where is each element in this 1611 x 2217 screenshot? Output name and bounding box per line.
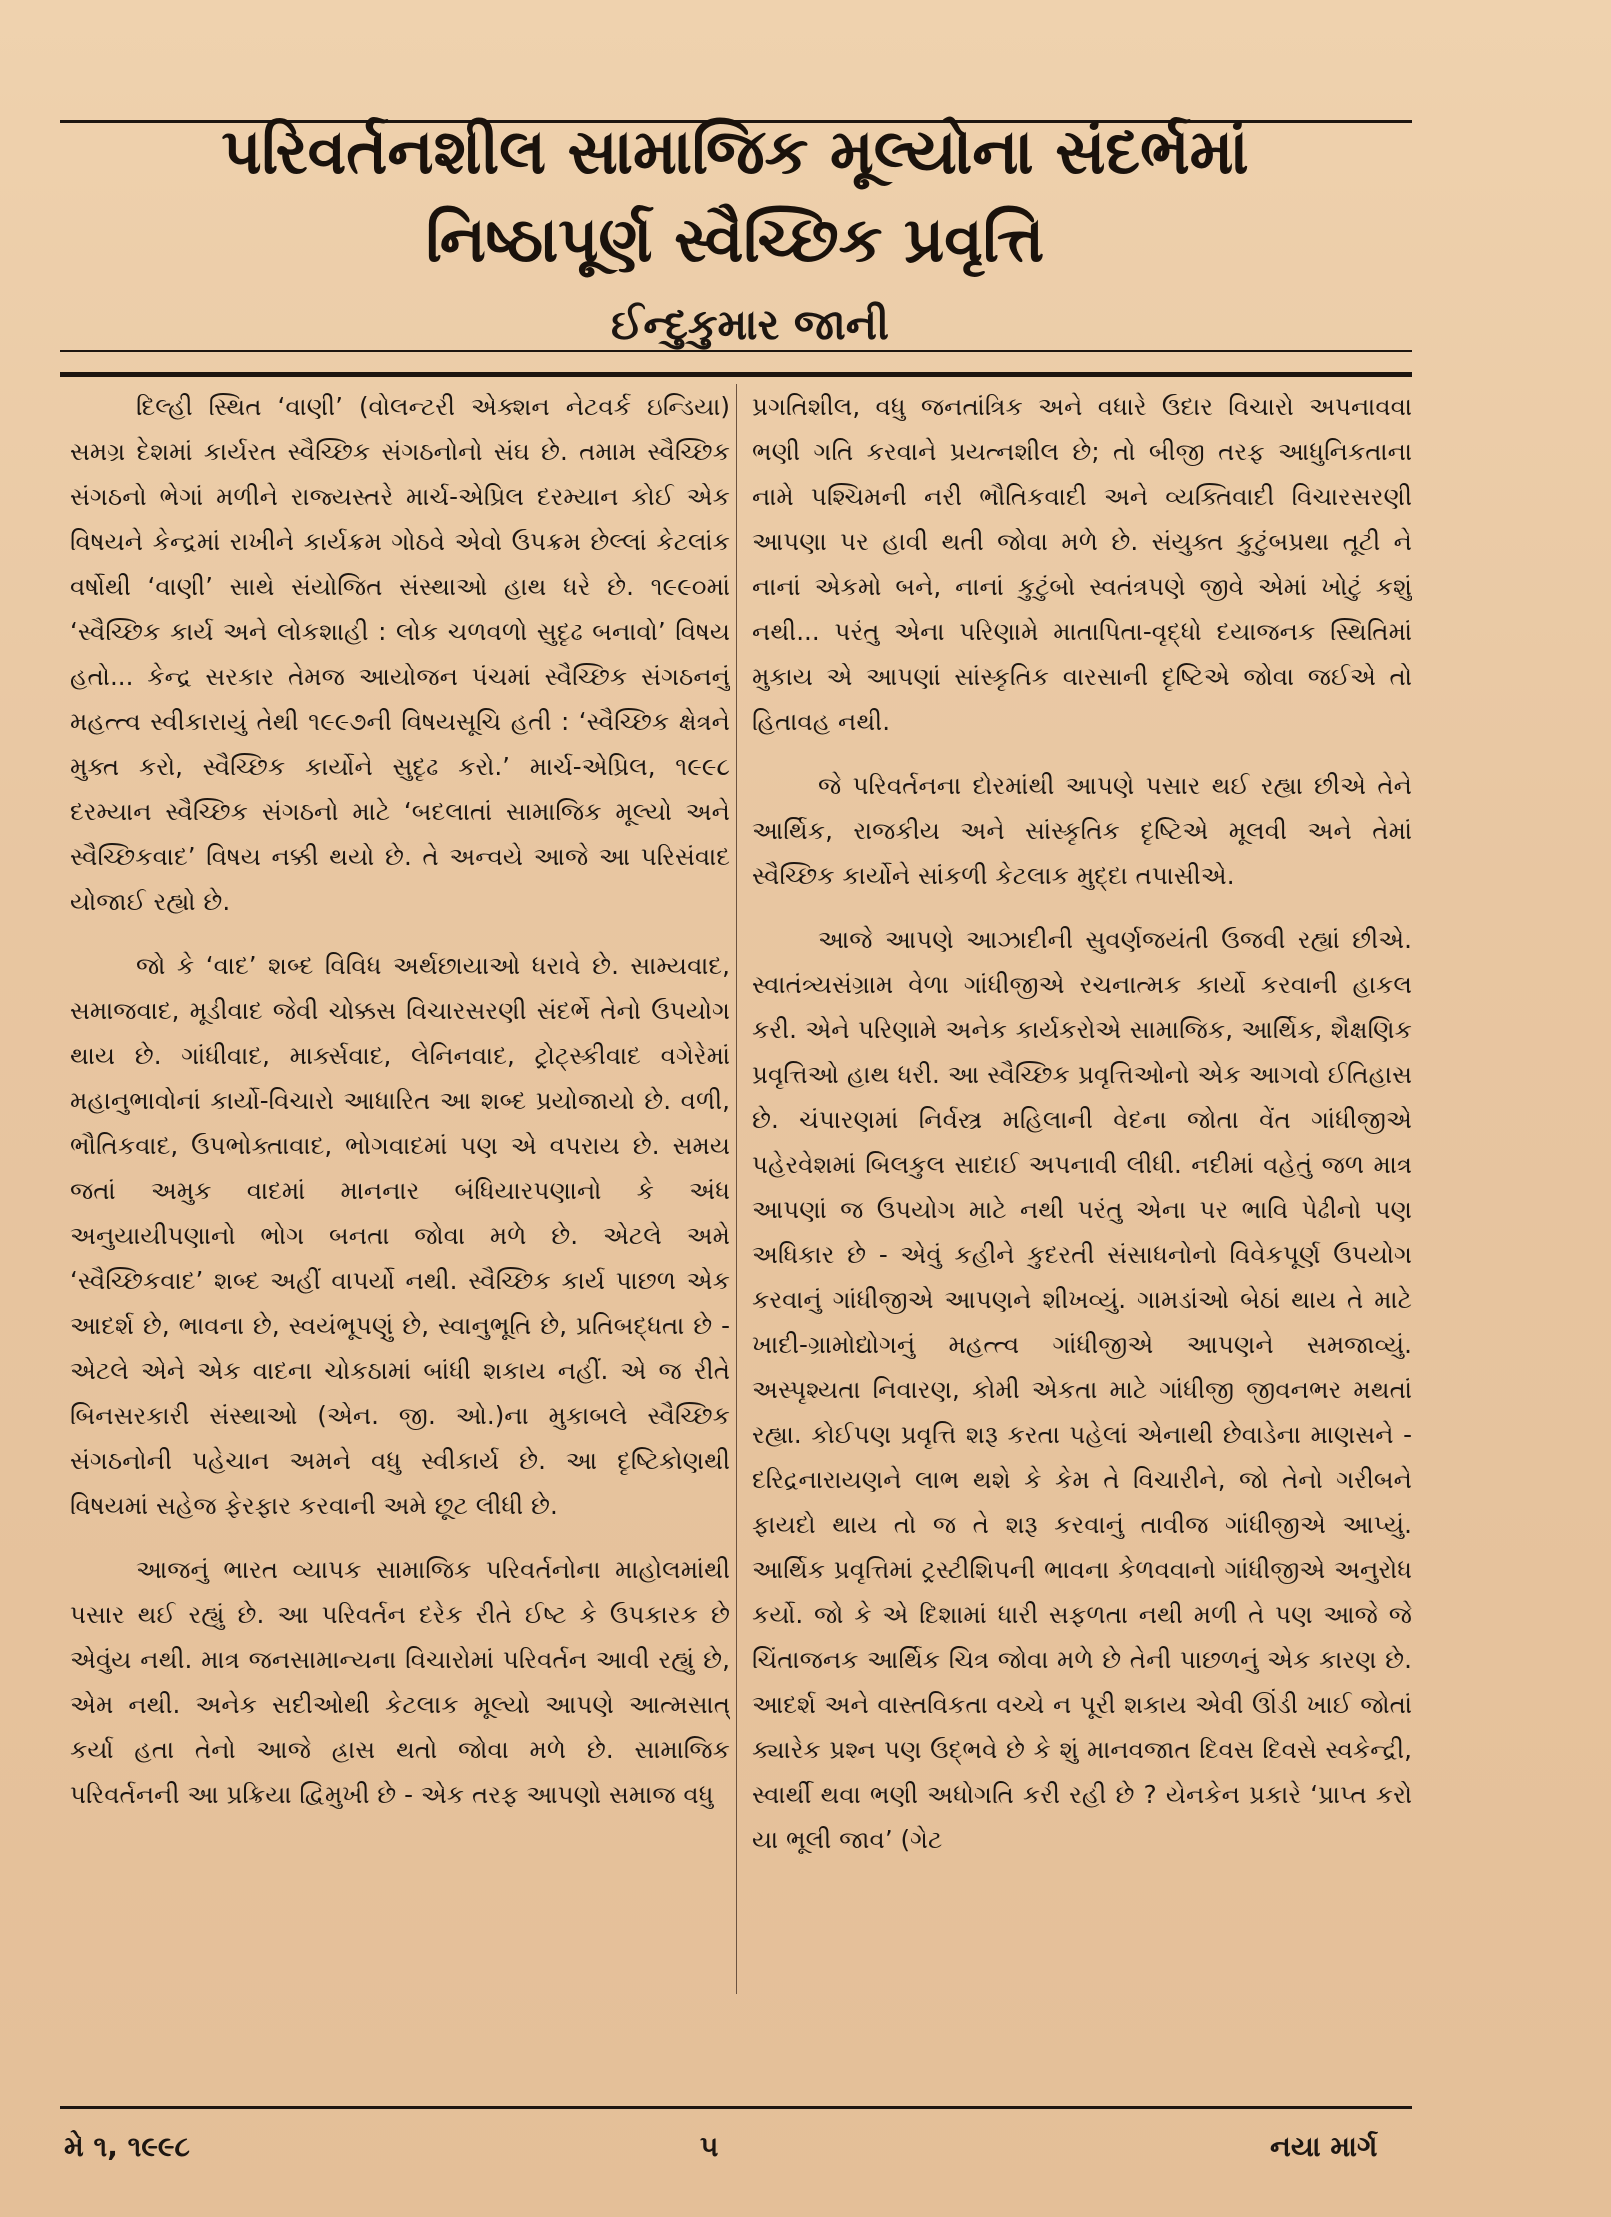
- paragraph: આજનું ભારત વ્યાપક સામાજિક પરિવર્તનોના માહોલમાંથી પસાર થઈ રહ્યું છે. આ પરિવર્તન દરેક રીતે ઈષ્ટ કે ઉપકારક છે એવુંય નથી. માત્ર જનસામાન્યના વિચારોમાં પરિવર્તન આવી રહ્યું છે, એમ નથી. અનેક સદીઓથી કેટલાક મૂલ્યો આપણે આત્મસાત્ કર્યા હતા તેનો આજે હ્રાસ થતો જોવા મળે છે. સામાજિક પરિવર્તનની આ પ્રક્રિયા દ્વિમુખી છે - એક તરફ આપણો સમાજ વધુ: [70, 1555, 730, 1809]
- paragraph: જો કે ‘વાદ’ શબ્દ વિવિધ અર્થછાયાઓ ધરાવે છે. સામ્યવાદ, સમાજવાદ, મૂડીવાદ જેવી ચોક્કસ વિચારસરણી સંદર્ભે તેનો ઉપયોગ થાય છે. ગાંધીવાદ, માર્ક્સવાદ, લેનિનવાદ, ટ્રોટ્સ્કીવાદ વગેરેમાં મહાનુભાવોનાં કાર્યો-વિચારો આધારિત આ શબ્દ પ્રયોજાયો છે. વળી, ભૌતિકવાદ, ઉપભોક્તાવાદ, ભોગવાદમાં પણ એ વપરાય છે. સમય જતાં અમુક વાદમાં માનનાર બંધિયારપણાનો કે અંધ અનુયાયીપણાનો ભોગ બનતા જોવા મળે છે. એટલે અમે ‘સ્વૈચ્છિકવાદ’ શબ્દ અહીં વાપર્યો નથી. સ્વૈચ્છિક કાર્ય પાછળ એક આદર્શ છે, ભાવના છે, સ્વયંભૂપણું છે, સ્વાનુભૂતિ છે, પ્રતિબદ્ધતા છે - એટલે એને એક વાદના ચોકઠામાં બાંધી શકાય નહીં. એ જ રીતે બિનસરકારી સંસ્થાઓ (એન. જી. ઓ.)ના મુકાબલે સ્વૈચ્છિક સંગઠનોની પહેચાન અમને વધુ સ્વીકાર્ય છે. આ દૃષ્ટિકોણથી વિષયમાં સહેજ ફેરફાર કરવાની અમે છૂટ લીધી છે.: [70, 951, 730, 1520]
- header-rule-thick: [60, 372, 1412, 377]
- footer-magazine-name: નયા માર્ગ: [1270, 2130, 1378, 2163]
- left-column: [70, 384, 730, 2024]
- footer-page-number: ૫: [700, 2130, 719, 2163]
- author-name: ઈન્દુકુમાર જાની: [610, 300, 890, 349]
- right-column: [752, 384, 1412, 2024]
- title-line-1: પરિવર્તનશીલ સામાજિક મૂલ્યોના સંદર્ભમાં: [221, 115, 1249, 188]
- column-divider: [736, 384, 737, 1994]
- footer-date: મે ૧, ૧૯૯૮: [64, 2130, 190, 2163]
- paragraph: પ્રગતિશીલ, વધુ જનતાંત્રિક અને વધારે ઉદાર વિચારો અપનાવવા ભણી ગતિ કરવાને પ્રયત્નશીલ છે; તો બીજી તરફ આધુનિકતાના નામે પશ્ચિમની નરી ભૌતિકવાદી અને વ્યક્તિવાદી વિચારસરણી આપણા પર હાવી થતી જોવા મળે છે. સંયુક્ત કુટુંબપ્રથા તૂટી ને નાનાં એકમો બને, નાનાં કુટુંબો સ્વતંત્રપણે જીવે એમાં ખોટું કશું નથી... પરંતુ એના પરિણામે માતાપિતા-વૃદ્ધો દયાજનક સ્થિતિમાં મુકાય એ આપણાં સાંસ્કૃતિક વારસાની દૃષ્ટિએ જોવા જઈએ તો હિતાવહ નથી.: [752, 392, 1412, 736]
- paragraph: દિલ્હી સ્થિત ‘વાણી’ (વોલન્ટરી એક્શન નેટવર્ક ઇન્ડિયા) સમગ્ર દેશમાં કાર્યરત સ્વૈચ્છિક સંગઠનોનો સંઘ છે. તમામ સ્વૈચ્છિક સંગઠનો ભેગાં મળીને રાજ્યસ્તરે માર્ચ-એપ્રિલ દરમ્યાન કોઈ એક વિષયને કેન્દ્રમાં રાખીને કાર્યક્રમ ગોઠવે એવો ઉપક્રમ છેલ્લાં કેટલાંક વર્ષોથી ‘વાણી’ સાથે સંયોજિત સંસ્થાઓ હાથ ધરે છે. ૧૯૯૦માં ‘સ્વૈચ્છિક કાર્ય અને લોકશાહી : લોક ચળવળો સુદૃઢ બનાવો’ વિષય હતો... કેન્દ્ર સરકાર તેમજ આયોજન પંચમાં સ્વૈચ્છિક સંગઠનનું મહત્ત્વ સ્વીકારાયું તેથી ૧૯૯૭ની વિષયસૂચિ હતી : ‘સ્વૈચ્છિક ક્ષેત્રને મુક્ત કરો, સ્વૈચ્છિક કાર્યોને સુદૃઢ કરો.’ માર્ચ-એપ્રિલ, ૧૯૯૮ દરમ્યાન સ્વૈચ્છિક સંગઠનો માટે ‘બદલાતાં સામાજિક મૂલ્યો અને સ્વૈચ્છિકવાદ’ વિષય નક્કી થયો છે. તે અન્વયે આજે આ પરિસંવાદ યોજાઈ રહ્યો છે.: [70, 392, 730, 916]
- header-rule-thin: [60, 350, 1412, 352]
- footer-rule: [60, 2106, 1412, 2109]
- title-line-2: નિષ્ઠાપૂર્ણ સ્વૈચ્છિક પ્રવૃત્તિ: [425, 203, 1045, 276]
- paragraph: આજે આપણે આઝાદીની સુવર્ણજયંતી ઉજવી રહ્યાં છીએ. સ્વાતંત્ર્યસંગ્રામ વેળા ગાંધીજીએ રચનાત્મક કાર્યો કરવાની હાકલ કરી. એને પરિણામે અનેક કાર્યકરોએ સામાજિક, આર્થિક, શૈક્ષણિક પ્રવૃત્તિઓ હાથ ધરી. આ સ્વૈચ્છિક પ્રવૃત્તિઓનો એક આગવો ઈતિહાસ છે. ચંપારણમાં નિર્વસ્ત્ર મહિલાની વેદના જોતા વેંત ગાંધીજીએ પહેરવેશમાં બિલકુલ સાદાઈ અપનાવી લીધી. નદીમાં વહેતું જળ માત્ર આપણાં જ ઉપયોગ માટે નથી પરંતુ એના પર ભાવિ પેઢીનો પણ અધિકાર છે - એવું કહીને કુદરતી સંસાધનોનો વિવેકપૂર્ણ ઉપયોગ કરવાનું ગાંધીજીએ આપણને શીખવ્યું. ગામડાંઓ બેઠાં થાય તે માટે ખાદી-ગ્રામોદ્યોગનું મહત્ત્વ ગાંધીજીએ આપણને સમજાવ્યું. અસ્પૃશ્યતા નિવારણ, કોમી એકતા માટે ગાંધીજી જીવનભર મથતાં રહ્યા. કોઈપણ પ્રવૃત્તિ શરૂ કરતા પહેલાં એનાથી છેવાડેના માણસને - દરિદ્રનારાયણને લાભ થશે કે કેમ તે વિચારીને, જો તેનો ગરીબને ફાયદો થાય તો જ તે શરૂ કરવાનું તાવીજ ગાંધીજીએ આપ્યું. આર્થિક પ્રવૃત્તિમાં ટ્રસ્ટીશિપની ભાવના કેળવવાનો ગાંધીજીએ અનુરોધ કર્યો. જો કે એ દિશામાં ધારી સફળતા નથી મળી તે પણ આજે જે ચિંતાજનક આર્થિક ચિત્ર જોવા મળે છે તેની પાછળનું એક કારણ છે. આદર્શ અને વાસ્તવિકતા વચ્ચે ન પૂરી શકાય એવી ઊંડી ખાઈ જોતાં ક્યારેક પ્રશ્ન પણ ઉદ્ભવે છે કે શું માનવજાત દિવસ દિવસે સ્વકેન્દ્રી, સ્વાર્થી થવા ભણી અધોગતિ કરી રહી છે ? યેનકેન પ્રકારે ‘પ્રાપ્ત કરો યા ભૂલી જાવ’ (ગેટ: [752, 925, 1412, 1854]
- paragraph: જે પરિવર્તનના દોરમાંથી આપણે પસાર થઈ રહ્યા છીએ તેને આર્થિક, રાજકીય અને સાંસ્કૃતિક દૃષ્ટિએ મૂલવી અને તેમાં સ્વૈચ્છિક કાર્યોને સાંકળી કેટલાક મુદ્દા તપાસીએ.: [752, 771, 1412, 890]
